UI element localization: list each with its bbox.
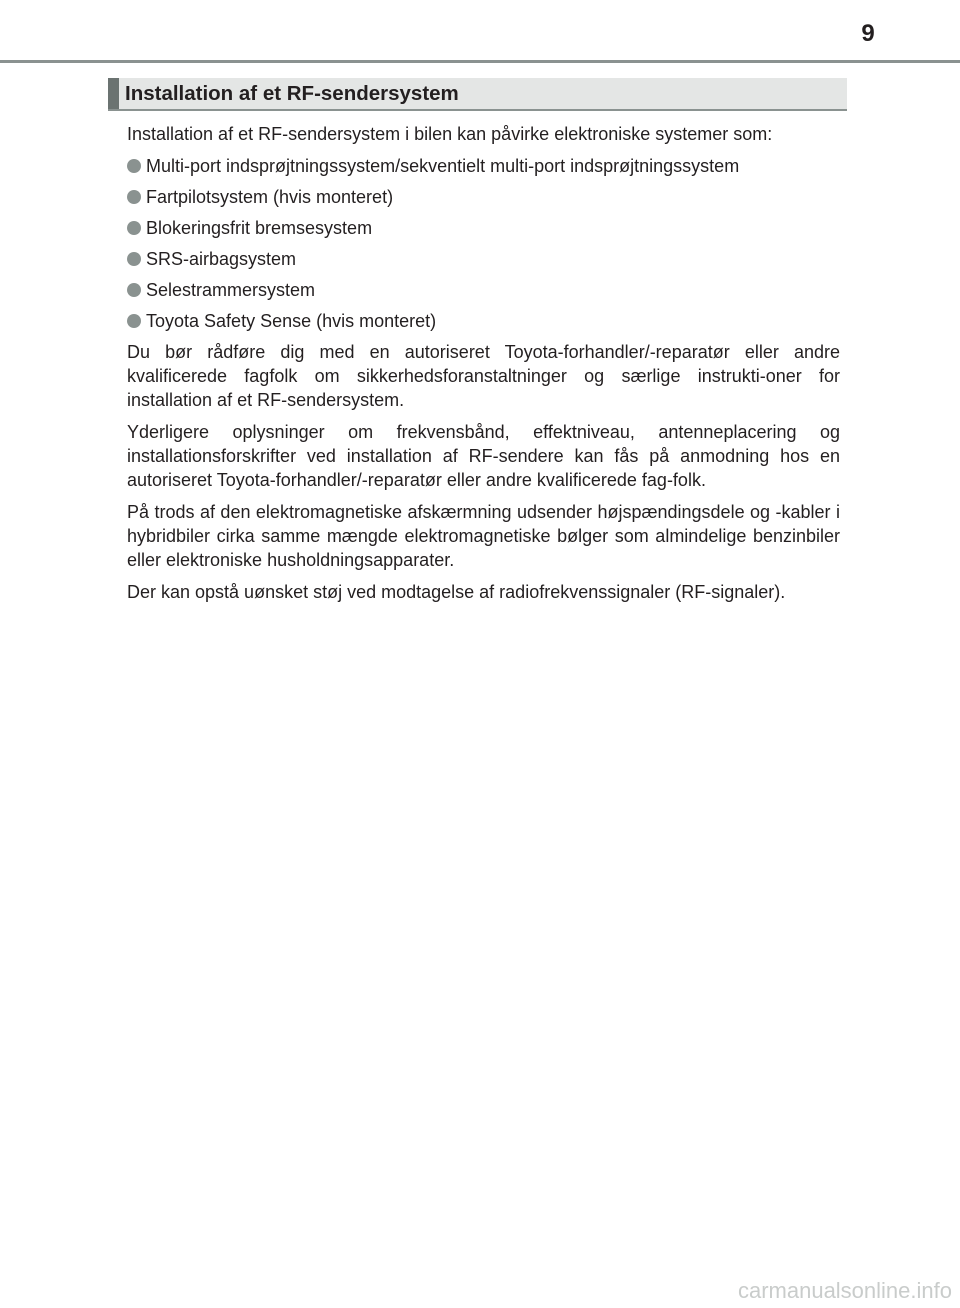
list-item	[127, 309, 840, 333]
list-item	[127, 185, 840, 209]
watermark-text: carmanualsonline.info	[737, 1278, 952, 1303]
paragraph-frequency-info: Yderligere oplysninger om frekvensbånd, effektniveau, antenneplacering og installationsforskrifter ved installation af RF-sendere kan fås på anmodning hos en autoriseret Toyota-forhandler/-reparatør eller andre kvalificerede fag-folk.	[127, 422, 840, 490]
list-item-text: Selestrammersystem	[146, 280, 316, 300]
bullet-circle-icon	[127, 190, 141, 204]
list-item	[127, 278, 840, 302]
intro-paragraph: Installation af et RF-sendersystem i bilen kan påvirke elektroniske systemer som:	[127, 124, 773, 144]
list-item-text: Toyota Safety Sense (hvis monteret)	[146, 311, 437, 331]
list-item	[127, 154, 840, 178]
list-item-text: Blokeringsfrit bremsesystem	[146, 218, 373, 238]
paragraph-consult: Du bør rådføre dig med en autoriseret Toyota-forhandler/-reparatør eller andre kvalificerede fagfolk om sikkerhedsforanstaltninger og særlige instrukti-oner for installation af et RF-sendersystem.	[127, 342, 840, 410]
list-item	[127, 247, 840, 271]
section-title: Installation af et RF-sendersystem	[125, 82, 459, 105]
list-item-text: Fartpilotsystem (hvis monteret)	[146, 187, 394, 207]
list-item-text: Multi-port indsprøjtningssystem/sekventielt multi-port indsprøjtningssystem	[146, 156, 740, 176]
list-item-text: SRS-airbagsystem	[146, 249, 297, 269]
bullet-circle-icon	[127, 252, 141, 266]
top-rule	[0, 60, 960, 63]
bullet-circle-icon	[127, 283, 141, 297]
bullet-circle-icon	[127, 159, 141, 173]
bullet-circle-icon	[127, 314, 141, 328]
paragraph-noise: Der kan opstå uønsket støj ved modtagelse af radiofrekvenssignaler (RF-signaler).	[127, 582, 786, 602]
page-number: 9	[861, 20, 875, 47]
section-header-bar	[108, 78, 119, 109]
section-header	[108, 78, 847, 111]
paragraph-shielding: På trods af den elektromagnetiske afskærmning udsender højspændingsdele og -kabler i hybridbiler cirka samme mængde elektromagnetiske bølger som almindelige benzinbiler eller elektroniske husholdningsapparater.	[127, 502, 840, 570]
bullet-circle-icon	[127, 221, 141, 235]
body-content	[127, 122, 840, 612]
list-item	[127, 216, 840, 240]
